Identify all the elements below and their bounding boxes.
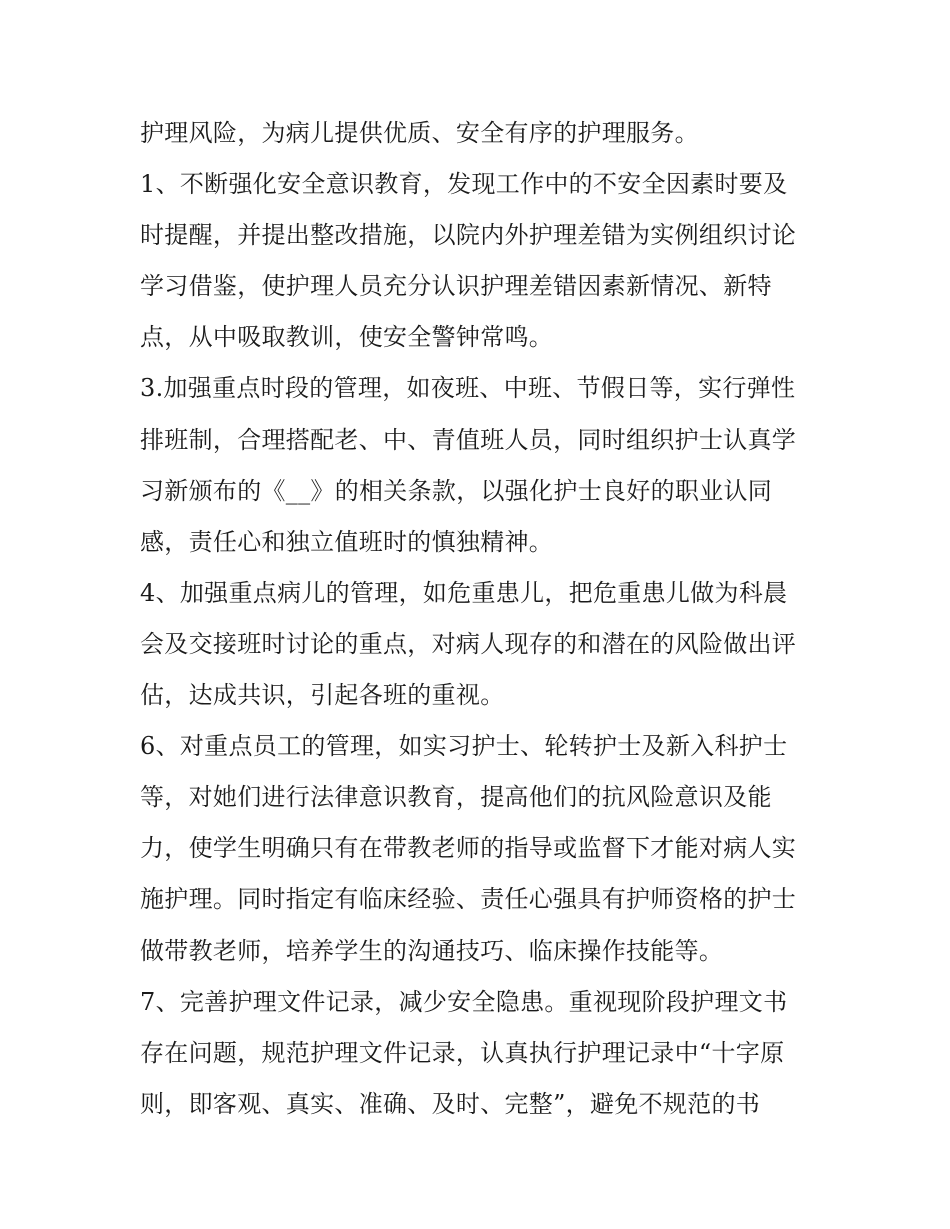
text-line: 学习借鉴，使护理人员充分认识护理差错因素新情况、新特 <box>140 272 772 301</box>
text-line: 做带教老师，培养学生的沟通技巧、临床操作技能等。 <box>140 936 724 965</box>
text-line: 4、加强重点病儿的管理，如危重患儿，把危重患儿做为科晨 <box>140 578 788 607</box>
text-line: 等，对她们进行法律意识教育，提高他们的抗风险意识及能 <box>140 783 772 812</box>
text-line: 排班制，合理搭配老、中、青值班人员，同时组织护士认真学 <box>140 425 797 454</box>
text-line: 6、对重点员工的管理，如实习护士、轮转护士及新入科护士 <box>140 732 788 761</box>
text-line: 估，达成共识，引起各班的重视。 <box>140 681 505 710</box>
document-body <box>140 108 820 1130</box>
text-line: 力，使学生明确只有在带教老师的指导或监督下才能对病人实 <box>140 834 797 863</box>
text-line: 则，即客观、真实、准确、及时、完整”，避免不规范的书 <box>140 1089 761 1118</box>
text-line: 存在问题，规范护理文件记录，认真执行护理记录中“十字原 <box>140 1038 785 1067</box>
text-line: 1、不断强化安全意识教育，发现工作中的不安全因素时要及 <box>140 170 788 199</box>
text-line: 感，责任心和独立值班时的慎独精神。 <box>140 527 554 556</box>
text-line: 点，从中吸取教训，使安全警钟常鸣。 <box>140 323 554 352</box>
text-line: 施护理。同时指定有临床经验、责任心强具有护师资格的护士 <box>140 885 797 914</box>
text-line: 习新颁布的《__》的相关条款，以强化护士良好的职业认同 <box>140 476 773 505</box>
text-line: 3.加强重点时段的管理，如夜班、中班、节假日等，实行弹性 <box>140 374 796 403</box>
text-line: 时提醒，并提出整改措施，以院内外护理差错为实例组织讨论 <box>140 221 797 250</box>
text-line: 会及交接班时讨论的重点，对病人现存的和潜在的风险做出评 <box>140 629 797 658</box>
text-line: 护理风险，为病儿提供优质、安全有序的护理服务。 <box>140 119 699 147</box>
text-line: 7、完善护理文件记录，减少安全隐患。重视现阶段护理文书 <box>140 987 788 1016</box>
